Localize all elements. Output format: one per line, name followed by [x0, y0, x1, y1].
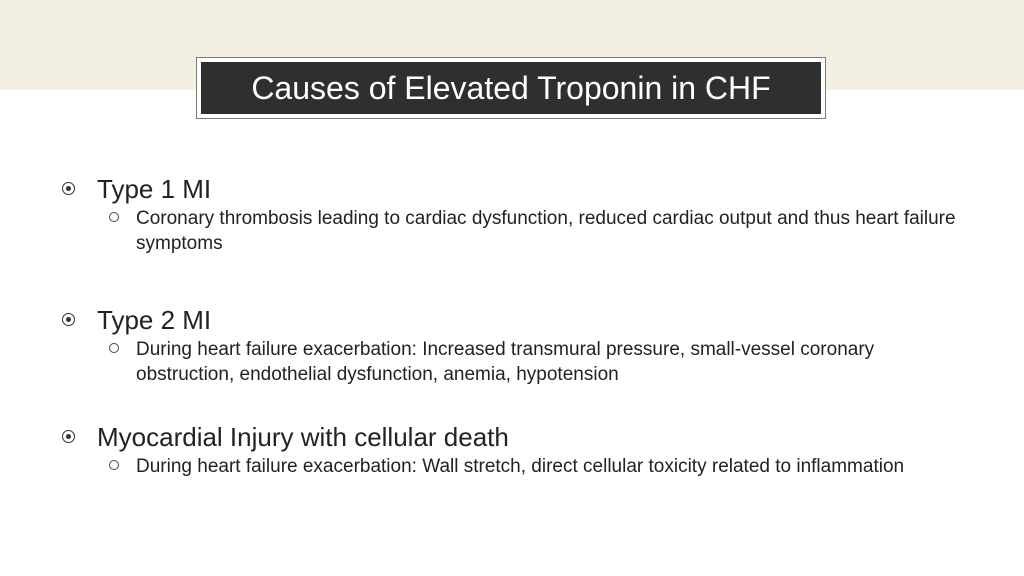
bullet-label: Type 2 MI — [97, 305, 212, 335]
hollow-circle-bullet-icon — [109, 212, 119, 222]
sub-bullet-text: Coronary thrombosis leading to cardiac dysfunction, reduced cardiac output and thus heart failure symptoms — [136, 208, 956, 254]
sub-bullet-row — [62, 454, 982, 479]
bullet-label: Myocardial Injury with cellular death — [97, 422, 509, 452]
title-box — [201, 62, 821, 114]
slide-title: Causes of Elevated Troponin in CHF — [251, 69, 771, 106]
bullet-item — [62, 305, 982, 387]
hollow-circle-bullet-icon — [109, 343, 119, 353]
bullet-row — [62, 174, 982, 204]
sub-bullet-text: During heart failure exacerbation: Increased transmural pressure, small-vessel coronary obstruction, endothelial dysfunction, anemia, hypotension — [136, 339, 875, 385]
bullet-item — [62, 422, 982, 479]
circle-dot-bullet-icon — [62, 313, 75, 326]
hollow-circle-bullet-icon — [109, 460, 119, 470]
sub-bullet-row — [62, 337, 982, 387]
bullet-item — [62, 174, 982, 256]
sub-bullet-text: During heart failure exacerbation: Wall stretch, direct cellular toxicity related to inflammation — [136, 456, 905, 477]
circle-dot-bullet-icon — [62, 430, 75, 443]
title-frame — [196, 57, 826, 119]
bullet-label: Type 1 MI — [97, 174, 212, 204]
bullet-row — [62, 305, 982, 335]
sub-bullet-row — [62, 206, 982, 256]
bullet-row — [62, 422, 982, 452]
circle-dot-bullet-icon — [62, 182, 75, 195]
